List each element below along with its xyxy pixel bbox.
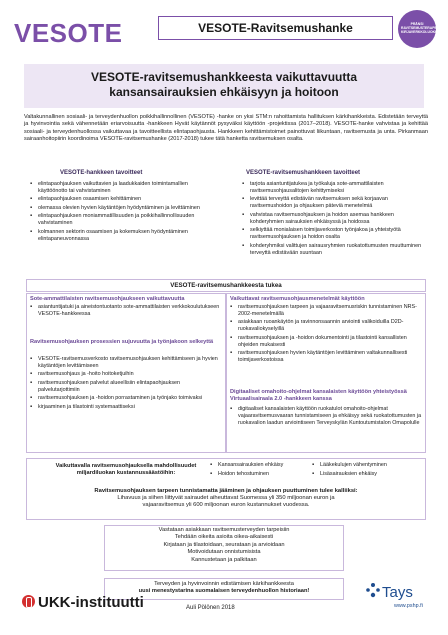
list-item: ▪ Hoidon tehostuminen xyxy=(210,471,305,478)
list-item: ▪ selkiyttää monialaisen toimijaverkoston työnjakoa ja yhteistyötä ravitsemusohjauksen ja hoidon osalta xyxy=(242,227,427,241)
list-item: ▪ digitaaliset kansalaisten käyttöön ruokatulot omahoito-ohjelmat vajaaravitsemusvaaran tunnistamiseen ja ehkäisyy sekä ruokatottumusten ja ruokavalion laadun arviointiseen Terveyskylän Kuntoutumistalon Omapolulle xyxy=(230,406,424,427)
ukk-logo: UKK-instituutti xyxy=(22,594,144,611)
support-heading: VESOTE-ravitsemushankkeesta tukea xyxy=(26,279,426,292)
list-item: Kirjataan ja tilastoidaan, seurataan ja arvioidaan xyxy=(163,541,285,548)
nutrition-badge-icon: PRÄNSI RAVITSEMUSTERAPEUTTI KIRJAVERKKOLUOKKA xyxy=(398,10,436,48)
tays-url: www.pshp.fi xyxy=(394,603,423,609)
support-right-list-1 xyxy=(230,304,424,366)
list-item: ▪ ravitsemusohjauksen palvelut alueellisiin elintapaohjauksen palvelutarjottimiin xyxy=(30,380,220,394)
main-title-line1: VESOTE-ravitsemushankkeesta vaikuttavuutta xyxy=(90,70,358,84)
intro-paragraph: Valtakunnallinen sosiaali- ja terveydenhuollon poikkihallinnollinen (VESOTE) -hanke on yksi STM:n rahoittamista hallituksen kärkihankkeista. Edistetään terveyttä ja hyvinvointia sekä vähennetään eriarvoisuutta -hankkeen Hyvät käytännöt pysyväksi käyttöön -projektissa (2017–2018). VESOTE-hanke vahvistaa ja kehittää sosiaali- ja terveydenhuollossa vaikuttavaa ja tavoitteellista elintapaohjausta. Hankkeen kehittämistoimet painottuvat liikuntaan, ravitsemusta ja unta. Pirkanmaan sairaanhoitopiirin koordinoima VESOTE-ravitsemushanke (2017-2018) tukee tätä hanketta ravitsemuksen osalta. xyxy=(24,114,428,143)
benefits-list-middle xyxy=(210,462,305,479)
cost-statement xyxy=(30,488,422,510)
list-item: ▪ ravitsemusohjaus ja -hoito hoitoketjuihin xyxy=(30,371,220,378)
closing-line-2: uusi menestystarina suomalaisen terveydenhuollon historiaan! xyxy=(138,588,310,595)
cost-line-1: Ravitsemusohjauksen tarpeen tunnistamatta jääminen ja ohjauksen puuttuminen tulee kalliiksi: xyxy=(94,488,358,494)
list-item: ▪ asiakkaan ruoankäytön ja ravinnonsaannin arviointi valikoiduilla D2D-ruokavaliokyselyillä xyxy=(230,319,424,333)
list-item: ▪ elintapaohjauksen moniammatillisuuden ja poikkihallinnollisuuden vahvistaminen xyxy=(30,213,205,227)
closing-line-1: Terveyden ja hyvinvoinnin edistämisen kärkihankkeesta xyxy=(154,581,294,587)
nutrition-goals-list xyxy=(242,181,427,258)
list-item: ▪ ravitsemusohjauksen tarpeen ja vajaaravitsemusriskin tunnistaminen NRS-2002-menetelmällä xyxy=(230,304,424,318)
author-credit: Auli Pölönen 2018 xyxy=(186,605,235,611)
list-item: ▪ tarjota asiantuntijatukea ja työkaluja sote-ammattilaisten ravitsemusohjausalitojen kehittymiseksi xyxy=(242,181,427,195)
nutrition-goals-heading: VESOTE-ravitsemushankkeen tavoitteet xyxy=(246,170,361,176)
list-item: ▪ ravitsemusohjauksen ja -hoidon porrastaminen ja työnjako toimivaksi xyxy=(30,395,220,402)
list-item: ▪ elintapaohjauksen osaamisen kehittäminen xyxy=(30,196,205,203)
list-item: ▪ VESOTE-ravitsemusverkosto ravitsemusohjauksen kehittämiseen ja hyvien käytäntöjen levittämiseen xyxy=(30,356,220,370)
list-item: ▪ Lääkekulujen vähentyminen xyxy=(312,462,424,469)
list-item: ▪ asiantuntijatuki ja aineistontuotanto sote-ammattilaisten verkkokoulutukseen VESOTE-hankkeessa xyxy=(30,304,220,318)
cost-line-3: vajaaravitsemus yli 600 miljoonan euron kustannukset vuodessa. xyxy=(142,502,310,509)
list-item: ▪ ravitsemusohjauksen hyvien käytäntöjen levittäminen valtakunnallisesti toimijaverkostoissa xyxy=(230,350,424,364)
list-item: ▪ kolmannen sektorin osaamisen ja kokemuksen hyödyntäminen elintapaneuvonnassa xyxy=(30,229,205,243)
vesote-goals-heading: VESOTE-hankkeen tavoitteet xyxy=(60,170,143,176)
main-title xyxy=(24,64,424,108)
list-item: ▪ levittää terveyttä edistävän ravitsemuksen sekä korjaavan ravitsemushoidon ja ohjauksen päteviä menetelmiä xyxy=(242,196,427,210)
cost-line-2: Lihavuus ja siihen liittyvät sairaudet aiheuttavat Suomessa yli 350 miljoonan euron ja xyxy=(117,495,335,502)
list-item: ▪ ravitsemusohjauksen ja -hoidon dokumentointi ja tilastointi kansallisten ohjeiden mukaisesti xyxy=(230,335,424,349)
support-right-subheading-1: Vaikuttavat ravitsemusohjausmenetelmät käyttöön xyxy=(230,296,365,302)
list-item: ▪ elintapaohjauksen vaikuttavien ja laadukkaiden toimintamallien käyttöönotto tai vahvistaminen xyxy=(30,181,205,195)
list-item: ▪ Kansansairauksien ehkäisy xyxy=(210,462,305,469)
investments-list xyxy=(104,527,344,564)
support-right-subheading-2: Digitaaliset omahoito-ohjelmat kansalaisten käyttöön yhteistyössä Virtuaalisairaala 2.0 -hankkeen kanssa xyxy=(230,389,407,402)
vesote-logo: VESOTE xyxy=(14,18,123,48)
list-item: ▪ vahvistaa ravitsemusohjauksen ja hoidon asemaa hankkeen kohderyhmien sairauksien ehkäisyssä ja hoidossa xyxy=(242,212,427,226)
list-item: Vastataan asiakkaan ravitsemusterveyden tarpeisiin xyxy=(158,527,290,533)
list-item: ▪ kirjaaminen ja tilastointi systemaattiseksi xyxy=(30,404,220,411)
list-item: Motivoidutaan onnistumisista xyxy=(187,549,261,556)
ukk-emblem-icon xyxy=(22,595,35,608)
vesote-goals-list xyxy=(30,181,205,244)
support-right-list-2 xyxy=(230,406,424,428)
list-item: ▪ Lisäsairauksien ehkäisy xyxy=(312,471,424,478)
support-left-subheading-2: Ravitsemusohjauksen prosessien sujuvuutta ja työnjakoon selkeyttä xyxy=(30,339,214,345)
list-item: Tehdään oikeita asioita oikea-aikaisesti xyxy=(174,534,274,541)
list-item: Kannustetaan ja palkitaan xyxy=(191,556,257,563)
list-item: ▪ kohderyhmiksi valittujen sairausryhmien ruokatottumusten muuttuminen terveyttä edistävään suuntaan xyxy=(242,243,427,257)
tays-logo: Tays xyxy=(382,584,413,601)
tays-emblem-icon xyxy=(364,581,382,601)
support-left-subheading-1: Sote-ammattilaisten ravitsemusohjaukseen vaikuttavuutta xyxy=(30,296,185,302)
list-item: ▪ olemassa olevien hyvien käytäntöjen hyödyntäminen ja levittäminen xyxy=(30,205,205,212)
benefits-list-right xyxy=(312,462,424,479)
benefits-intro: Vaikuttavalla ravitsemusohjauksella mahdollisuudet miljardiluokan kustannussäästöihin: xyxy=(55,463,197,477)
support-left-list-1 xyxy=(30,304,220,319)
project-title: VESOTE-Ravitsemushanke xyxy=(158,16,393,40)
main-title-line2: kansansairauksien ehkäisyyn ja hoitoon xyxy=(109,85,339,99)
header xyxy=(8,8,445,56)
support-left-list-2 xyxy=(30,356,220,412)
